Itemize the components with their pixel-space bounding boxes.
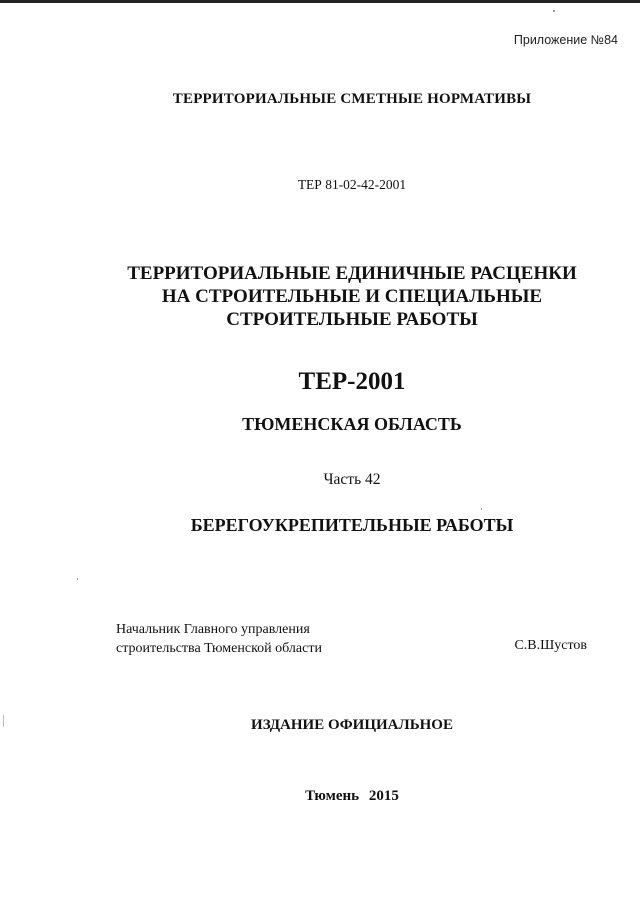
main-title-line: ТЕРРИТОРИАЛЬНЫЕ ЕДИНИЧНЫЕ РАСЦЕНКИ	[127, 263, 577, 284]
scan-edge-mark	[3, 715, 4, 727]
main-title	[0, 262, 640, 331]
scan-top-border	[0, 0, 640, 3]
main-title-line: НА СТРОИТЕЛЬНЫЕ И СПЕЦИАЛЬНЫЕ	[161, 286, 543, 307]
signer-name: С.В.Шустов	[514, 638, 587, 653]
short-title: ТЕР-2001	[298, 368, 406, 395]
edition-label: ИЗДАНИЕ ОФИЦИАЛЬНОЕ	[251, 717, 453, 733]
scan-speck	[77, 578, 78, 580]
region-title: ТЮМЕНСКАЯ ОБЛАСТЬ	[242, 414, 462, 434]
signer-position-line: Начальник Главного управления	[116, 622, 310, 637]
annex-label: Приложение №84	[513, 33, 618, 47]
signer-position-line: строительства Тюменской области	[116, 641, 322, 656]
signer-position	[116, 620, 322, 658]
part-number: Часть 42	[323, 471, 381, 488]
city-year: Тюмень 2015	[305, 788, 399, 804]
document-header: ТЕРРИТОРИАЛЬНЫЕ СМЕТНЫЕ НОРМАТИВЫ	[172, 91, 532, 107]
main-title-line: СТРОИТЕЛЬНЫЕ РАБОТЫ	[226, 309, 478, 330]
scan-speck	[553, 10, 555, 12]
document-code: ТЕР 81-02-42-2001	[297, 177, 407, 192]
scan-speck	[481, 508, 482, 510]
part-title: БЕРЕГОУКРЕПИТЕЛЬНЫЕ РАБОТЫ	[190, 515, 514, 535]
